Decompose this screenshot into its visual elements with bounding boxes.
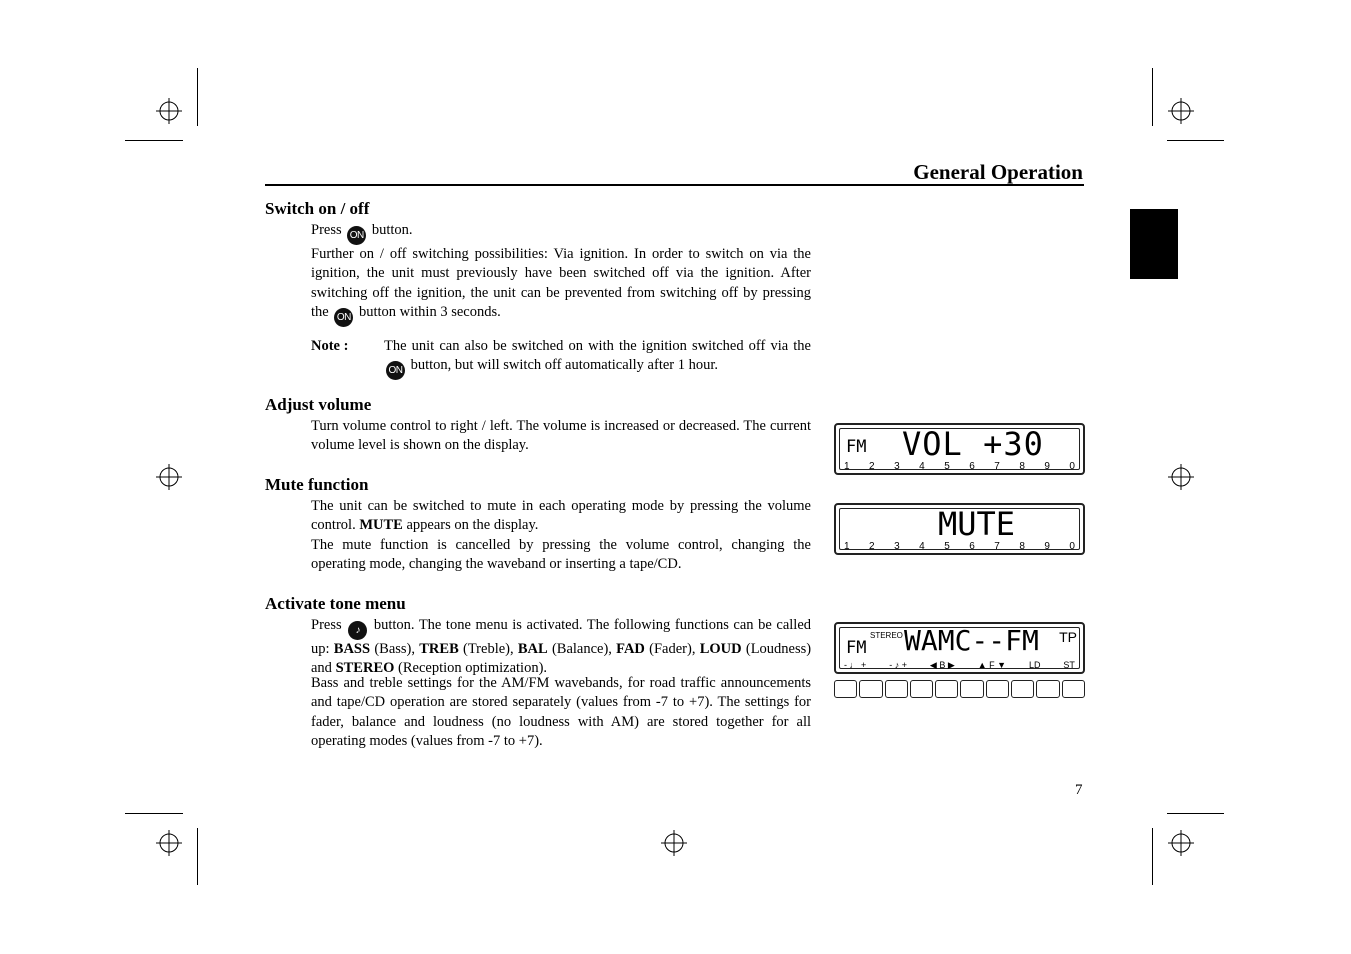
note-text: [384, 337, 811, 380]
lcd-volume-text: VOL +30: [902, 425, 1044, 463]
preset-number: 4: [919, 461, 925, 472]
tone-text-2: Bass and treble settings for the AM/FM wavebands, for road traffic announcements and tape/CD operation are stored separately (values from -7 to +7). The settings for fader, balance and loudness (no loudness with AM) are stored together for all operating modes (values from -7 to +7).: [311, 675, 811, 749]
preset-key: [935, 680, 958, 698]
preset-key: [986, 680, 1009, 698]
preset-number: 0: [1069, 541, 1075, 552]
loudness-indicator: LD: [1028, 660, 1041, 670]
crop-mark: [1152, 828, 1153, 885]
crop-mark: [125, 813, 183, 814]
preset-number: 6: [969, 461, 975, 472]
preset-number: 5: [944, 461, 950, 472]
volume-text: Turn volume control to right / left. The volume is increased or decreased. The current volume level is shown on the display.: [311, 418, 811, 454]
registration-mark-icon: [1168, 830, 1194, 856]
heading-tone: Activate tone menu: [265, 594, 406, 613]
crop-mark: [197, 828, 198, 885]
preset-key: [885, 680, 908, 698]
lcd-preset-numbers: [844, 541, 1075, 552]
thumb-tab: [1130, 209, 1178, 279]
preset-number: 5: [944, 541, 950, 552]
preset-key: [1062, 680, 1085, 698]
mute-text: [311, 497, 811, 574]
registration-mark-icon: [156, 98, 182, 124]
registration-mark-icon: [156, 830, 182, 856]
crop-mark: [1167, 140, 1224, 141]
lcd-preset-numbers: [844, 461, 1075, 472]
preset-number: 3: [894, 541, 900, 552]
text: The mute function is cancelled by pressing the volume control, changing the operating mode, changing the waveband or inserting a tape/CD.: [311, 536, 811, 572]
preset-number: 7: [994, 461, 1000, 472]
header-rule: [265, 184, 1084, 186]
preset-number: 7: [994, 541, 1000, 552]
lcd-stereo-indicator: STEREO: [870, 631, 903, 640]
crop-mark: [1167, 813, 1224, 814]
lcd-volume-display: [834, 423, 1085, 475]
on-button-icon: ON: [347, 226, 366, 245]
preset-number: 4: [919, 541, 925, 552]
lcd-band: FM: [846, 638, 867, 658]
balance-indicator: ◀ B ▶: [929, 660, 955, 670]
text: (Fader),: [649, 641, 696, 657]
lcd-tone-display: [834, 622, 1085, 674]
preset-number: 2: [869, 461, 875, 472]
text: appears on the display.: [406, 517, 539, 534]
tone-text: [311, 616, 811, 679]
music-note-button-icon: ♪: [348, 621, 367, 640]
text: FAD: [616, 641, 645, 657]
preset-number: 2: [869, 541, 875, 552]
preset-number: 1: [844, 541, 850, 552]
preset-key-row: [834, 680, 1085, 698]
text: Press: [311, 222, 342, 238]
switch-text: [311, 221, 811, 327]
fader-indicator: ▲ F ▼: [977, 660, 1007, 670]
text: button within 3 seconds.: [358, 303, 501, 320]
preset-key: [1036, 680, 1059, 698]
text: MUTE: [359, 517, 403, 534]
preset-key: [859, 680, 882, 698]
text: (Treble),: [463, 641, 514, 657]
note-label: Note :: [311, 338, 349, 354]
preset-number: 6: [969, 541, 975, 552]
text: Further on / off switching possibilities: Via ignition. In order to switch on via the ignition, the unit must previously have been switched off via the ignition. After switching off the ignition, the unit can be prevented from switching off by pressing the: [311, 246, 811, 320]
text: Press: [311, 617, 342, 633]
preset-number: 1: [844, 461, 850, 472]
text: BASS: [333, 641, 371, 657]
preset-key: [1011, 680, 1034, 698]
heading-switch: Switch on / off: [265, 199, 370, 218]
registration-mark-icon: [1168, 98, 1194, 124]
lcd-mute-display: [834, 503, 1085, 555]
preset-number: 8: [1019, 541, 1025, 552]
on-button-icon: ON: [386, 361, 405, 380]
text: LOUD: [699, 641, 742, 657]
registration-mark-icon: [1168, 464, 1194, 490]
text: TREB: [419, 641, 459, 657]
preset-key: [834, 680, 857, 698]
lcd-mute-text: MUTE: [938, 505, 1016, 543]
crop-mark: [125, 140, 183, 141]
preset-number: 8: [1019, 461, 1025, 472]
lcd-band: FM: [846, 437, 867, 457]
lcd-station-text: WAMC--FM: [904, 624, 1039, 657]
text: button. The tone menu is activated. The following functions can be called up:: [311, 617, 812, 657]
page-title: General Operation: [913, 160, 1083, 184]
text: (Bass),: [374, 641, 415, 657]
registration-mark-icon: [156, 464, 182, 490]
text: (Balance),: [551, 641, 612, 657]
registration-mark-icon: [661, 830, 687, 856]
lcd-tp-indicator: TP: [1059, 629, 1077, 645]
preset-number: 9: [1044, 541, 1050, 552]
text: STEREO: [335, 660, 395, 677]
text: (Reception optimization).: [398, 660, 548, 677]
preset-key: [910, 680, 933, 698]
bass-indicator: - ♩ +: [844, 660, 867, 670]
text: BAL: [517, 641, 548, 657]
lcd-tone-indicators: [844, 660, 1075, 671]
text: The unit can also be switched on with the ignition switched off via the: [384, 338, 811, 354]
text: (Loudness) and: [311, 641, 812, 677]
text: button, but will switch off automatically after 1 hour.: [410, 357, 719, 374]
preset-number: 0: [1069, 461, 1075, 472]
page-number: 7: [1075, 782, 1083, 798]
on-button-icon: ON: [334, 308, 353, 327]
crop-mark: [197, 68, 198, 126]
heading-volume: Adjust volume: [265, 395, 372, 414]
treble-indicator: - ♪ +: [889, 660, 907, 670]
heading-mute: Mute function: [265, 475, 369, 494]
text: button.: [371, 222, 413, 238]
preset-key: [960, 680, 983, 698]
text: The unit can be switched to mute in each operating mode by pressing the volume control.: [311, 498, 811, 534]
crop-mark: [1152, 68, 1153, 126]
stereo-indicator: ST: [1063, 660, 1075, 670]
preset-number: 3: [894, 461, 900, 472]
preset-number: 9: [1044, 461, 1050, 472]
